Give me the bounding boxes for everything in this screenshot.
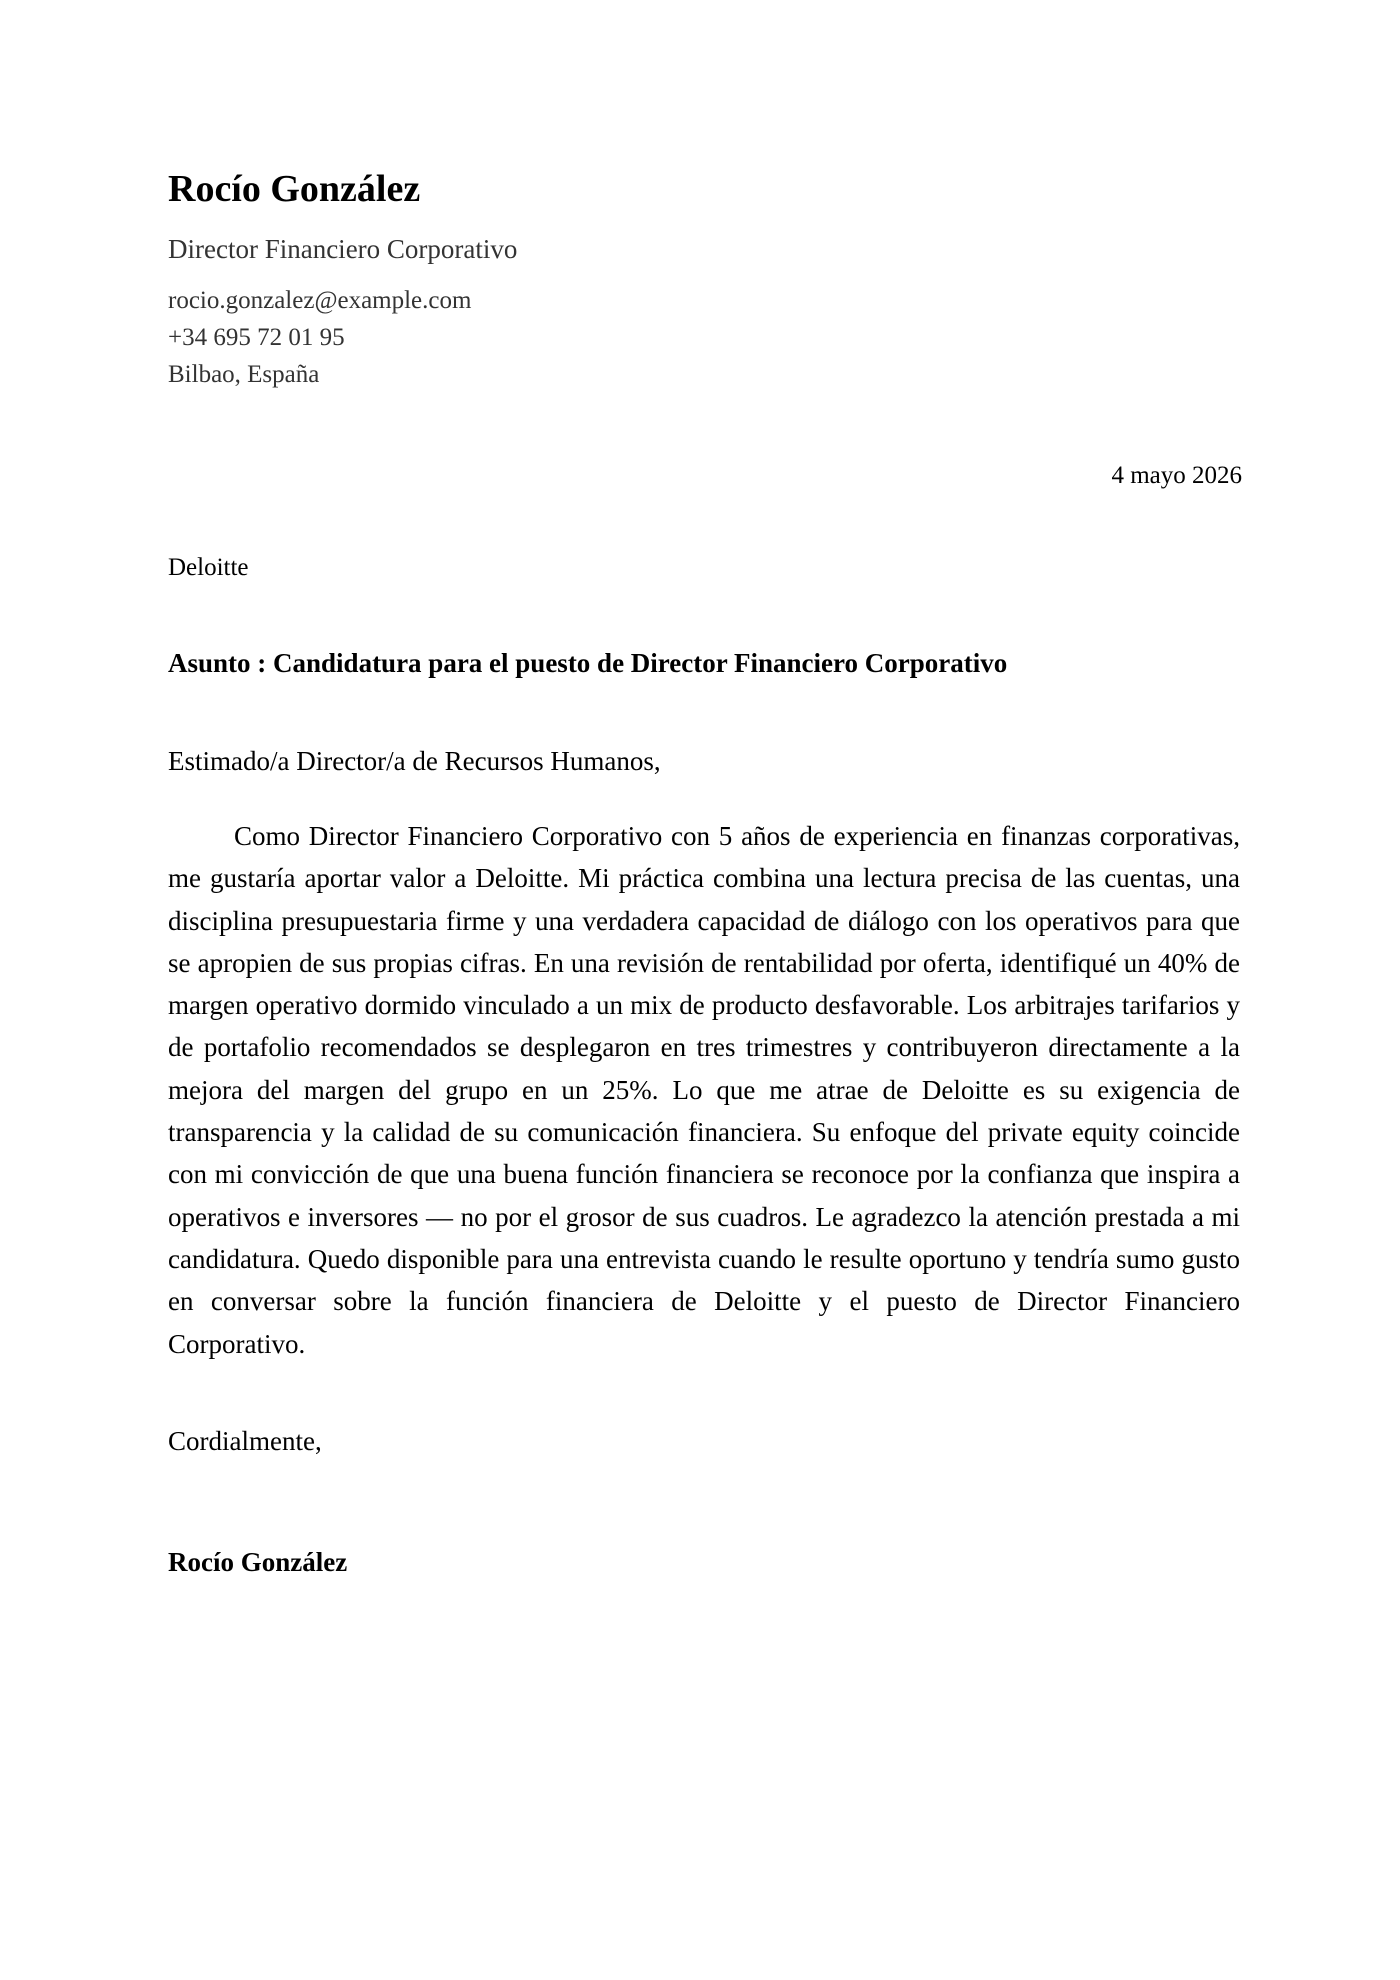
subject-line: Asunto : Candidatura para el puesto de Director Financiero Corporativo [168,648,1008,678]
closing: Cordialmente, [168,1426,322,1456]
salutation: Estimado/a Director/a de Recursos Humanos, [168,746,661,776]
recipient: Deloitte [168,554,249,581]
signature: Rocío González [168,1547,348,1577]
sender-email: rocio.gonzalez@example.com [168,287,472,314]
body-paragraph: Como Director Financiero Corporativo con 5 años de experiencia en finanzas corporativas, me gustaría aportar valor a Deloitte. Mi práctica combina una lectura precisa de las cuentas, una disciplina presupuestaria firme y una verdadera capacidad de diálogo con los operativos para que se apropien de sus propias cifras. En una revisión de rentabilidad por oferta, identifiqué un 40% de margen operativo dormido vinculado a un mix de producto desfavorable. Los arbitrajes tarifarios y de portafolio recomendados se desplegaron en tres trimestres y contribuyeron directamente a la mejora del margen del grupo en un 25%. Lo que me atrae de Deloitte es su exigencia de transparencia y la calidad de su comunicación financiera. Su enfoque del private equity coincide con mi convicción de que una buena función financiera se reconoce por la confianza que inspira a operativos e inversores — no por el grosor de sus cuadros. Le agradezco la atención prestada a mi candidatura. Quedo disponible para una entrevista cuando le resulte oportuno y tendría sumo gusto en conversar sobre la función financiera de Deloitte y el puesto de Director Financiero Corporativo. [168,821,1240,1359]
sender-name: Rocío González [168,168,421,210]
sender-phone: +34 695 72 01 95 [168,324,345,351]
contact-block [168,282,471,393]
sender-location: Bilbao, España [168,361,320,388]
sender-title: Director Financiero Corporativo [168,234,518,264]
letter-date: 4 mayo 2026 [1111,462,1242,489]
